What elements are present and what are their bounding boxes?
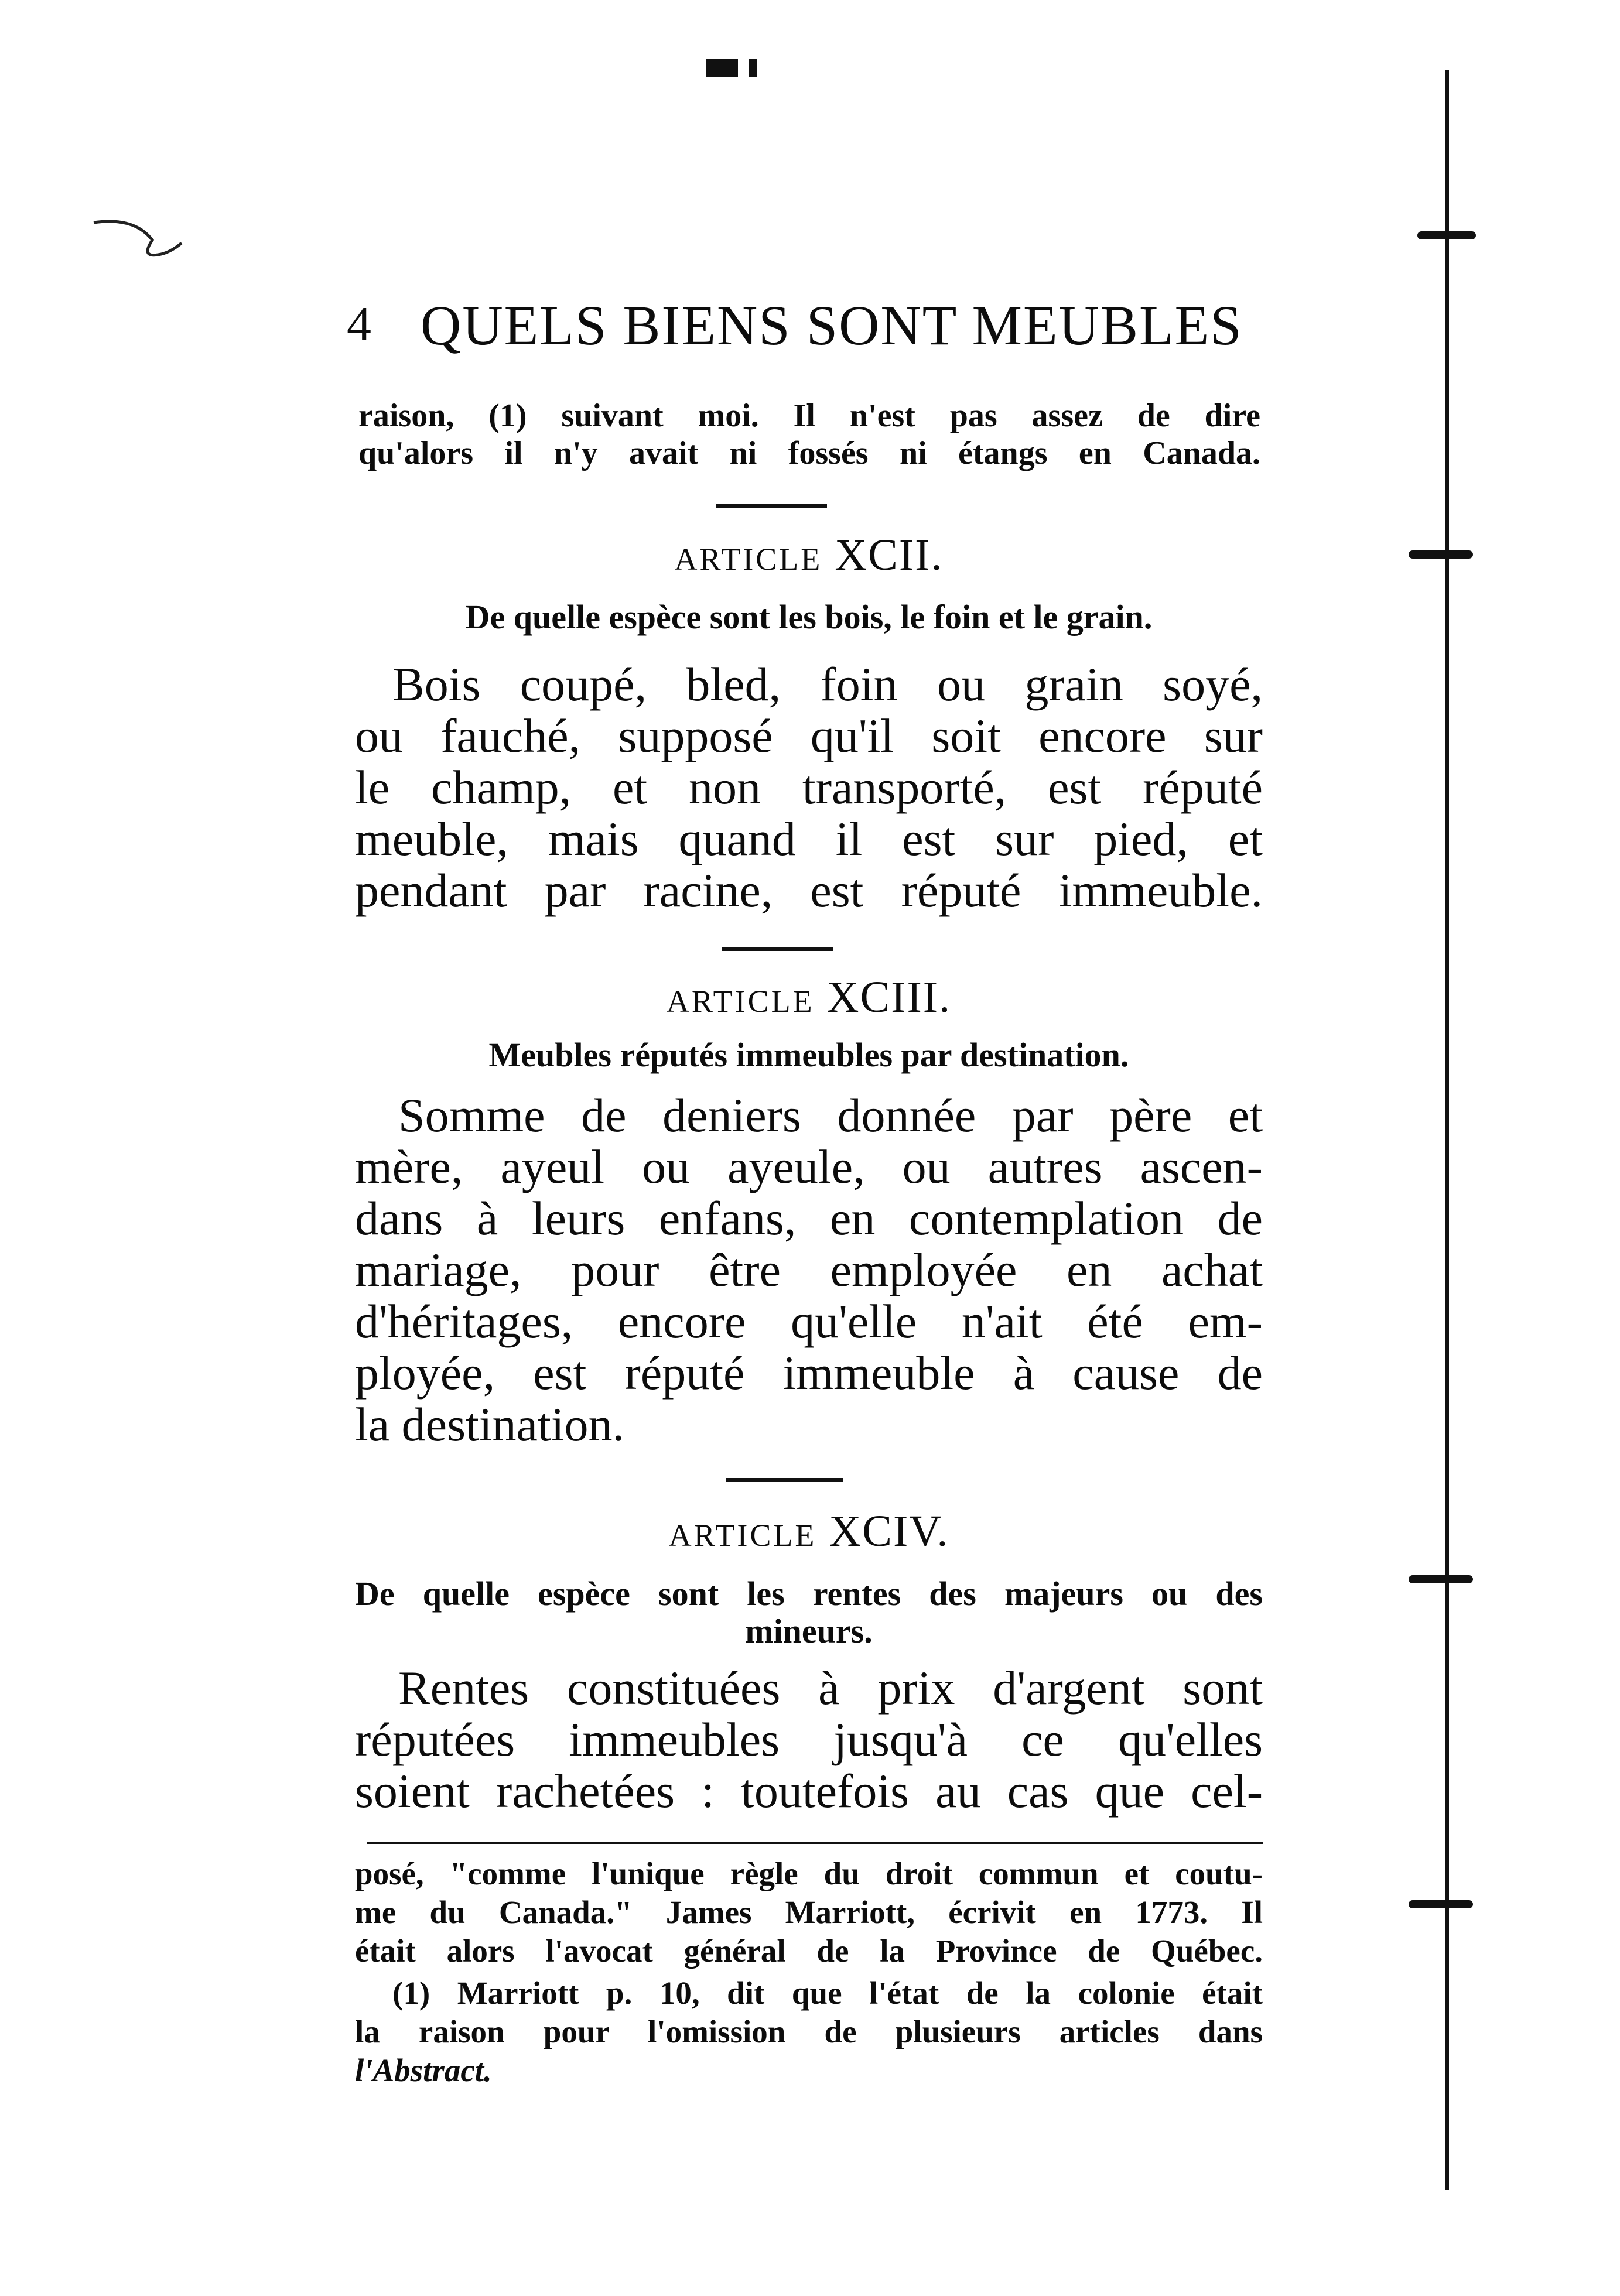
text-line: Somme de deniers donnée par père et xyxy=(398,1089,1263,1142)
text-line: le champ, et non transporté, est réputé xyxy=(355,761,1263,814)
article-numeral: XCIV. xyxy=(829,1507,949,1556)
article-word: ARTICLE xyxy=(674,542,823,577)
text-line: ou fauché, supposé qu'il soit encore sur xyxy=(355,709,1263,762)
page-number: 4 xyxy=(347,297,371,351)
binding-line xyxy=(1445,70,1449,2190)
article-subtitle: mineurs. xyxy=(745,1612,873,1650)
text-line: raison, (1) suivant moi. Il n'est pas assez de dire xyxy=(358,398,1260,434)
binding-tick xyxy=(1409,1575,1473,1583)
article-heading xyxy=(355,530,1263,581)
text-line: la destination. xyxy=(355,1398,625,1451)
article-numeral: XCIII. xyxy=(826,973,952,1022)
footnote-rule xyxy=(367,1842,1263,1844)
binding-tick xyxy=(1409,550,1473,559)
separator-rule xyxy=(722,947,833,951)
text-line: Rentes constituées à prix d'argent sont xyxy=(398,1661,1263,1715)
article-heading xyxy=(355,972,1263,1023)
article-subtitle: Meubles réputés immeubles par destination. xyxy=(488,1036,1129,1074)
text-line: soient rachetées : toutefois au cas que cel- xyxy=(355,1764,1263,1818)
footnote-line: me du Canada." James Marriott, écrivit en 1773. Il xyxy=(355,1894,1263,1930)
scan-mark-top xyxy=(706,59,738,77)
text-line: Bois coupé, bled, foin ou grain soyé, xyxy=(392,658,1263,711)
article-numeral: XCII. xyxy=(835,531,944,580)
text-line: mère, ayeul ou ayeule, ou autres ascen- xyxy=(355,1140,1263,1193)
footnote-line: était alors l'avocat général de la Province de Québec. xyxy=(355,1933,1263,1969)
running-header: QUELS BIENS SONT MEUBLES xyxy=(421,294,1243,357)
binding-tick xyxy=(1409,1900,1473,1908)
separator-rule xyxy=(726,1478,843,1482)
binding-tick xyxy=(1417,231,1476,239)
text-line: dans à leurs enfans, en contemplation de xyxy=(355,1192,1263,1245)
article-heading xyxy=(355,1506,1263,1557)
text-line: ployée, est réputé immeuble à cause de xyxy=(355,1346,1263,1400)
text-line: meuble, mais quand il est sur pied, et xyxy=(355,812,1263,865)
article-word: ARTICLE xyxy=(666,984,815,1019)
footnote-line: l'Abstract. xyxy=(355,2052,492,2088)
article-subtitle: De quelle espèce sont les rentes des majeurs ou des xyxy=(355,1575,1263,1613)
separator-rule xyxy=(716,504,827,508)
scan-mark-top-small xyxy=(749,59,757,77)
article-subtitle: De quelle espèce sont les bois, le foin et le grain. xyxy=(465,598,1153,636)
footnote-line: (1) Marriott p. 10, dit que l'état de la colonie était xyxy=(392,1975,1263,2011)
article-word: ARTICLE xyxy=(668,1518,817,1553)
text-line: réputées immeubles jusqu'à ce qu'elles xyxy=(355,1713,1263,1766)
text-line: qu'alors il n'y avait ni fossés ni étangs en Canada. xyxy=(358,435,1260,471)
footnote-line: posé, "comme l'unique règle du droit commun et coutu- xyxy=(355,1856,1263,1891)
text-line: mariage, pour être employée en achat xyxy=(355,1243,1263,1296)
footnote-line: la raison pour l'omission de plusieurs articles dans xyxy=(355,2014,1263,2049)
margin-scribble-icon xyxy=(88,211,193,275)
text-line: d'héritages, encore qu'elle n'ait été em- xyxy=(355,1295,1263,1348)
text-line: pendant par racine, est réputé immeuble. xyxy=(355,864,1263,917)
